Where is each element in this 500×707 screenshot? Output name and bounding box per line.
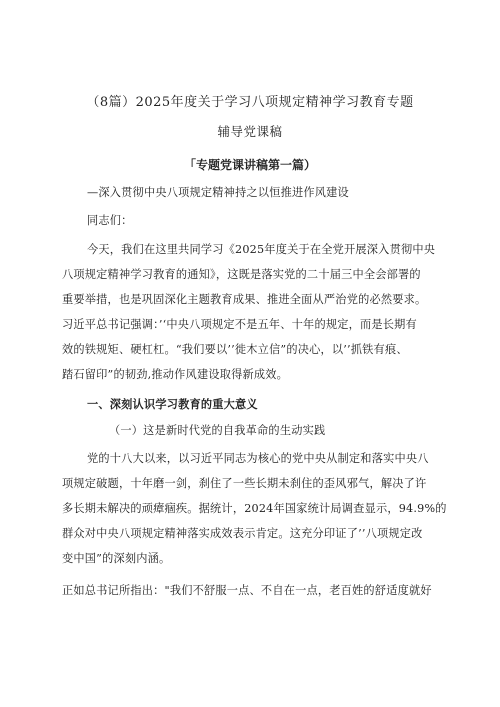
section-subtitle: 「专题党课讲稿第一篇）: [183, 158, 316, 172]
subsection-heading: （一）这是新时代党的自我革命的生动实践: [109, 424, 326, 437]
theme-line: —深入贯彻中央八项规定精神持之以恒推进作风建设: [87, 186, 349, 199]
body-paragraph-line: 党的十八大以来，以习近平同志为核心的党中央从制定和落实中央八: [87, 452, 429, 465]
body-paragraph-line: 变中国”的深刻内涵。: [62, 552, 171, 565]
body-paragraph-line: 多长期未解决的顽瘴痼疾。据统计，2024年国家统计局调查显示，94.9%的: [62, 502, 447, 515]
intro-paragraph-line: 重要举措，也是巩固深化主题教育成果、推进全面从严治党的必然要求。: [62, 293, 427, 306]
body-paragraph-line: 项规定破题，十年磨一剑，刹住了一些长期未刹住的歪风邪气，解决了许: [62, 477, 427, 490]
intro-paragraph-line: 踏石留印”的韧劲,推动作风建设取得新成效。: [62, 368, 289, 381]
body-paragraph-line: 群众对中央八项规定精神落实成效表示肯定。这充分印证了’’八项规定改: [62, 527, 423, 540]
section-heading: 一、深刻认识学习教育的重大意义: [87, 397, 258, 411]
intro-paragraph-line: 习近平总书记强调：’‘中央八项规定不是五年、十年的规定，而是长期有: [62, 318, 417, 331]
intro-paragraph-line: 今天，我们在这里共同学习《2025年度关于在全党开展深入贯彻中央: [87, 243, 436, 256]
intro-paragraph-line: 效的铁规矩、硬杠杠。“我们要以’’徙木立信”的决心，以’’抓铁有痕、: [62, 343, 408, 356]
intro-paragraph-line: 八项规定精神学习教育的通知》，这既是落实党的二十届三中全会部署的: [62, 268, 421, 281]
body-paragraph-line: 正如总书记所指出："我们不舒服一点、不自在一点，老百姓的舒适度就好: [62, 584, 432, 597]
salutation: 同志们：: [87, 214, 133, 227]
document-title-line-2: 辅导党课稿: [217, 124, 283, 139]
document-title-line-1: （8篇）2025年度关于学习八项规定精神学习教育专题: [86, 95, 414, 110]
